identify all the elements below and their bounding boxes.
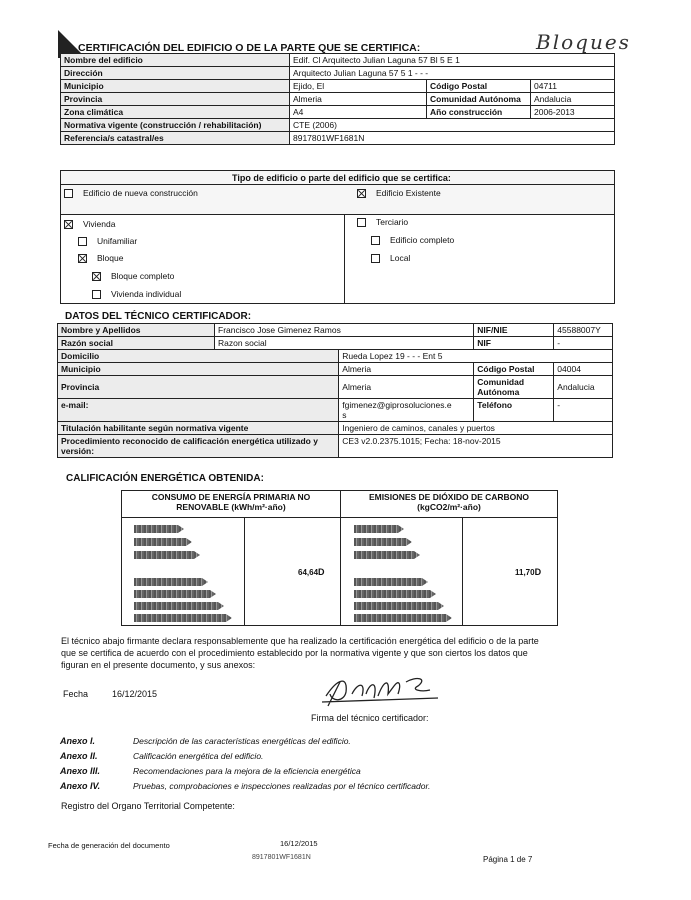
tecnico-domicilio-label: Domicilio [58,350,339,363]
checkbox-terciario[interactable] [357,218,366,227]
footer-ref: 8917801WF1681N [252,854,311,861]
checkbox-vivienda[interactable] [64,220,73,229]
fecha-label: Fecha [63,689,89,699]
tecnico-nombre-value: Francisco Jose Gimenez Ramos [215,324,474,337]
option-vivienda-individual[interactable] [92,289,181,299]
tecnico-nif-value: 45588007Y [554,324,613,337]
fecha-value: 16/12/2015 [112,689,158,699]
consumo-header [121,492,341,512]
building-anio-value: 2006-2013 [531,106,615,119]
anexo-3-label: Anexo III. [60,766,101,776]
consumo-scale-e [134,590,216,598]
option-unifamiliar-label: Unifamiliar [97,236,138,246]
consumo-letter: D [318,567,325,577]
option-existente-label: Edificio Existente [376,188,441,198]
tipo-divider-v2 [344,214,345,304]
footer-gen-label: Fecha de generación del documento [48,841,170,850]
checkbox-nueva[interactable] [64,189,73,198]
emisiones-rating [515,567,541,577]
tecnico-razon-value: Razon social [215,337,474,350]
firma-label: Firma del técnico certificador: [311,713,429,723]
consumo-value: 64,64 [298,568,319,577]
tecnico-proc-label-line2: versión: [61,446,95,456]
option-local-label: Local [390,253,411,263]
tecnico-tel-label: Teléfono [474,399,554,422]
option-terciario[interactable] [357,217,408,227]
emisiones-scale-f [354,602,444,610]
anexo-2-label: Anexo II. [60,751,98,761]
consumo-scale-d [134,578,208,586]
declaration-line1: El técnico abajo firmante declara responsablemente que ha realizado la certificación energética del edificio o de la parte [61,636,539,646]
tecnico-municipio-value: Almeria [339,363,474,376]
rating-consumo-divider [244,517,245,626]
building-anio-label: Año construcción [427,106,531,119]
tecnico-proc-label-line1: Procedimiento reconocido de calificación energética utilizado y [61,436,318,446]
signature [318,672,448,708]
tipo-title: Tipo de edificio o parte del edificio que se certifica: [232,173,451,183]
consumo-rating [298,567,325,577]
building-cp-label: Código Postal [427,80,531,93]
tecnico-email-label: e-mail: [58,399,339,422]
building-provincia-value: Almeria [290,93,427,106]
anexo-1-label: Anexo I. [60,736,96,746]
emisiones-header [340,492,558,512]
consumo-scale-b [134,538,192,546]
building-zona-label: Zona climática [61,106,290,119]
option-edificio-completo-label: Edificio completo [390,235,455,245]
tecnico-ccaa-value: Andalucia [554,376,613,399]
tecnico-nombre-label: Nombre y Apellidos [58,324,215,337]
handwritten-note: Bloques [536,30,631,54]
building-ccaa-label: Comunidad Autónoma [427,93,531,106]
tecnico-cp-label: Código Postal [474,363,554,376]
option-bloque-completo-label: Bloque completo [111,271,175,281]
option-vivienda-label: Vivienda [83,219,116,229]
anexo-4-text: Pruebas, comprobaciones e inspecciones realizadas por el técnico certificador. [133,781,431,791]
consumo-header-line2: RENOVABLE (kWh/m²·año) [176,502,286,512]
calificacion-title: CALIFICACIÓN ENERGÉTICA OBTENIDA: [66,473,264,484]
tecnico-nif-label: NIF/NIE [474,324,554,337]
tecnico-domicilio-value: Rueda Lopez 19 - - - Ent 5 [339,350,613,363]
building-ccaa-value: Andalucia [531,93,615,106]
tecnico-ccaa-label: Comunidad Autónoma [474,376,554,399]
checkbox-vivienda-individual[interactable] [92,290,101,299]
building-address-value: Arquitecto Julian Laguna 57 5 1 - - - [290,67,615,80]
tecnico-email-cell [339,399,474,422]
tecnico-proc-value: CE3 v2.0.2375.1015; Fecha: 18-nov-2015 [339,435,613,458]
tecnico-table [57,323,613,458]
consumo-header-line1: CONSUMO DE ENERGÍA PRIMARIA NO [151,492,311,502]
declaration-line2: que se certifica de acuerdo con el procedimiento establecido por la normativa vigente y que son ciertos los datos que [61,648,528,658]
option-edificio-completo[interactable] [371,235,454,245]
building-address-label: Dirección [61,67,290,80]
emisiones-scale-b [354,538,412,546]
building-name-label: Nombre del edificio [61,54,290,67]
option-local[interactable] [371,253,410,263]
checkbox-bloque[interactable] [78,254,87,263]
anexo-2-text: Calificación energética del edificio. [133,751,264,761]
page-title: CERTIFICACIÓN DEL EDIFICIO O DE LA PARTE QUE SE CERTIFICA: [78,42,421,54]
rating-header-divider [121,517,558,518]
building-zona-value: A4 [290,106,427,119]
registro: Registro del Organo Territorial Competente: [61,801,235,811]
footer-gen-value: 16/12/2015 [280,839,318,848]
building-municipio-value: Ejido, El [290,80,427,93]
checkbox-unifamiliar[interactable] [78,237,87,246]
declaration [61,635,641,671]
footer-page: Página 1 de 7 [483,855,533,864]
consumo-scale-g [134,614,232,622]
tecnico-razon-label: Razón social [58,337,215,350]
tecnico-cp-value: 04004 [554,363,613,376]
emisiones-letter: D [534,567,542,577]
building-municipio-label: Municipio [61,80,290,93]
emisiones-value: 11,70 [515,568,535,577]
checkbox-edificio-completo[interactable] [371,236,380,245]
rating-emisiones-divider [462,517,463,626]
option-terciario-label: Terciario [376,217,409,227]
tipo-divider-1 [60,184,615,185]
emisiones-scale-d [354,578,428,586]
tecnico-email-value: fgimenez@giprosoluciones.e [342,400,452,410]
checkbox-bloque-completo[interactable] [92,272,101,281]
option-bloque-completo[interactable] [92,271,174,281]
declaration-line3: figuran en el presente documento, y sus anexos: [61,660,256,670]
tecnico-nif2-value: - [554,337,613,350]
tecnico-title: DATOS DEL TÉCNICO CERTIFICADOR: [65,311,252,322]
option-bloque[interactable] [78,253,123,263]
tecnico-proc-label [58,435,339,458]
anexo-1-text: Descripción de las características energéticas del edificio. [133,736,351,746]
checkbox-existente[interactable] [357,189,366,198]
consumo-scale-c [134,551,200,559]
anexo-3-text: Recomendaciones para la mejora de la eficiencia energética [133,766,361,776]
tecnico-municipio-label: Municipio [58,363,339,376]
checkbox-local[interactable] [371,254,380,263]
emisiones-scale-e [354,590,436,598]
option-bloque-label: Bloque [97,253,124,263]
emisiones-header-line2: (kgCO2/m²·año) [417,502,481,512]
tecnico-tel-value: - [554,399,613,422]
anexo-4-label: Anexo IV. [60,781,101,791]
tecnico-provincia-value: Almeria [339,376,474,399]
emisiones-header-line1: EMISIONES DE DIÓXIDO DE CARBONO [368,492,530,502]
building-normativa-label: Normativa vigente (construcción / rehabilitación) [61,119,290,132]
tecnico-titulacion-value: Ingeniero de caminos, canales y puertos [339,422,613,435]
building-cp-value: 04711 [531,80,615,93]
building-normativa-value: CTE (2006) [290,119,615,132]
option-unifamiliar[interactable] [78,236,137,246]
building-name-value: Edif. Cl Arquitecto Julian Laguna 57 Bl 5 E 1 [290,54,615,67]
option-nueva-label: Edificio de nueva construcción [83,188,198,198]
option-nueva[interactable] [64,188,198,198]
option-vivienda-individual-label: Vivienda individual [111,289,182,299]
consumo-scale-a [134,525,184,533]
tecnico-nif2-label: NIF [474,337,554,350]
emisiones-scale-g [354,614,452,622]
option-vivienda[interactable] [64,219,115,229]
building-catastral-value: 8917801WF1681N [290,132,615,145]
emisiones-scale-a [354,525,404,533]
building-catastral-label: Referencia/s catastral/es [61,132,290,145]
option-existente[interactable] [357,188,441,198]
building-table [60,53,615,145]
tecnico-titulacion-label: Titulación habilitante según normativa vigente [58,422,339,435]
consumo-scale-f [134,602,224,610]
tecnico-provincia-label: Provincia [58,376,339,399]
emisiones-scale-c [354,551,420,559]
tecnico-email-value-wrap: s [342,410,347,420]
building-provincia-label: Provincia [61,93,290,106]
